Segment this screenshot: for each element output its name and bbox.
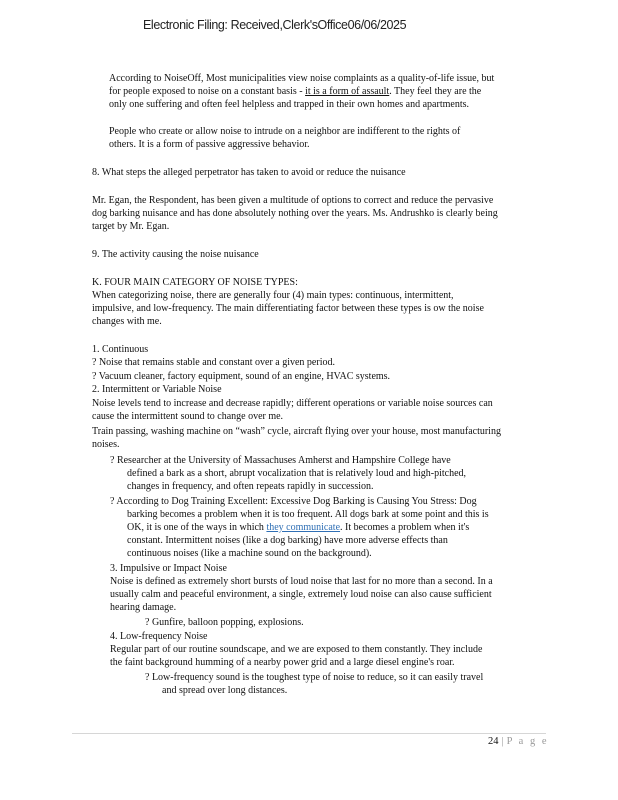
impulsive-bullet: ? Gunfire, balloon popping, explosions. [145,617,304,628]
intermittent-line4: noises. [92,439,120,450]
footer-divider [72,733,546,734]
intermittent-heading: 2. Intermittent or Variable Noise [92,384,222,395]
para1-line3: only one suffering and often feel helpless and trapped in their own homes and apartments. [109,99,469,110]
impulsive-heading: 3. Impulsive or Impact Noise [110,563,227,574]
research-bullet-line1: ? Researcher at the University of Massachuses Amherst and Hampshire College have [110,455,451,466]
training-bullet-line3 [127,522,469,534]
impulsive-line3: hearing damage. [110,602,177,613]
para1-line2 [109,86,481,98]
continuous-heading: 1. Continuous [92,344,149,355]
para3-line2: dog barking nuisance and has done absolutely nothing over the years. Ms. Andrushko is clearly being [92,208,498,219]
page-separator: | [501,736,504,747]
low-frequency-line1: Regular part of our routine soundscape, and we are exposed to them constantly. They include [110,644,483,655]
impulsive-line1: Noise is defined as extremely short bursts of loud noise that last for no more than a second. In a [110,576,493,587]
para2-line1: People who create or allow noise to intrude on a neighbor are indifferent to the rights of [109,126,461,137]
filing-header: Electronic Filing: Received,Clerk'sOffice06/06/2025 [143,18,407,32]
intermittent-line3: Train passing, washing machine on “wash” cycle, aircraft flying over your house, most manufacturing [92,426,501,437]
continuous-bullet-2: ? Vacuum cleaner, factory equipment, sound of an engine, HVAC systems. [92,371,391,382]
para2-line2: others. It is a form of passive aggressive behavior. [109,139,310,150]
continuous-bullet-1: ? Noise that remains stable and constant over a given period. [92,357,335,368]
low-frequency-heading: 4. Low-frequency Noise [110,631,208,642]
section-k-line2: impulsive, and low-frequency. The main differentiating factor between these types is ow the noise [92,303,484,314]
low-frequency-line2: the faint background humming of a nearby power grid and a large diesel engine's roar. [110,657,455,668]
training-line3-end: . It becomes a problem when it's [340,522,470,533]
training-bullet-line5: continuous noises (like a machine sound on the background). [127,548,372,559]
page-label: P a g e [506,736,549,747]
training-bullet-line2: barking becomes a problem when it is too frequent. All dogs bark at some point and this is [127,509,489,520]
training-bullet-line4: constant. Intermittent noises (like a dog barking) have more adverse effects than [127,535,448,546]
low-frequency-bullet-line1: ? Low-frequency sound is the toughest type of noise to reduce, so it can easily travel [145,672,484,683]
they-communicate-link[interactable]: they communicate [266,522,341,533]
section-k-title: K. FOUR MAIN CATEGORY OF NOISE TYPES: [92,277,298,288]
para3-line3: target by Mr. Egan. [92,221,170,232]
para1-line1: According to NoiseOff, Most municipalities view noise complaints as a quality-of-life issue, but [109,73,495,84]
research-bullet-line2: defined a bark as a short, abrupt vocalization that is relatively loud and high-pitched, [127,468,467,479]
intermittent-line1: Noise levels tend to increase and decrease rapidly; different operations or variable noise sources can [92,398,493,409]
page-number [488,736,549,747]
item-8-heading: 8. What steps the alleged perpetrator has taken to avoid or reduce the nuisance [92,167,406,178]
low-frequency-bullet-line2: and spread over long distances. [162,685,288,696]
item-9-heading: 9. The activity causing the noise nuisance [92,249,259,260]
impulsive-line2: usually calm and peaceful environment, a single, extremely loud noise can also cause sufficient [110,589,492,600]
page-number-value: 24 [488,736,499,747]
assault-phrase: it is a form of assault [305,86,390,97]
para1-line2-end: . They feel they are the [389,86,482,97]
para1-line2-start: for people exposed to noise on a constant basis - [109,86,306,97]
section-k-line3: changes with me. [92,316,162,327]
training-line3-start: OK, it is one of the ways in which [127,522,267,533]
research-bullet-line3: changes in frequency, and often repeats rapidly in succession. [127,481,374,492]
para3-line1: Mr. Egan, the Respondent, has been given a multitude of options to correct and reduce the pervasive [92,195,494,206]
training-bullet-line1: ? According to Dog Training Excellent: Excessive Dog Barking is Causing You Stress: Dog [110,496,477,507]
section-k-line1: When categorizing noise, there are generally four (4) main types: continuous, intermittent, [92,290,454,301]
intermittent-line2: cause the intermittent sound to change over me. [92,411,284,422]
